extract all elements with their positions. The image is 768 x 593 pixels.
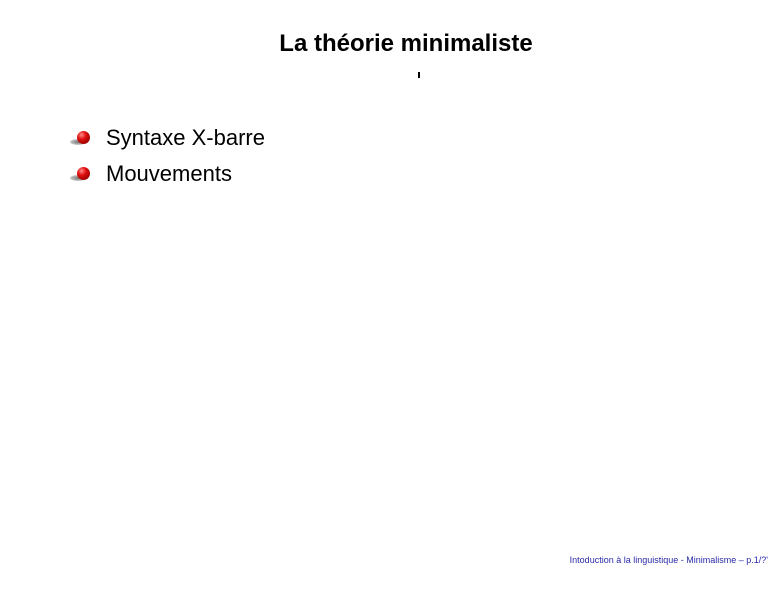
list-item xyxy=(70,156,265,192)
bullet-label: Syntaxe X-barre xyxy=(106,125,265,150)
slide-title: La théorie minimaliste xyxy=(279,30,533,57)
list-item xyxy=(70,120,265,156)
title-marker xyxy=(418,72,420,78)
red-sphere-bullet-icon xyxy=(70,166,92,182)
bullet-list xyxy=(70,120,265,192)
slide-footer: Intoduction à la linguistique - Minimalisme – p.1/?' xyxy=(569,555,768,565)
bullet-label: Mouvements xyxy=(106,161,232,186)
red-sphere-bullet-icon xyxy=(70,130,92,146)
